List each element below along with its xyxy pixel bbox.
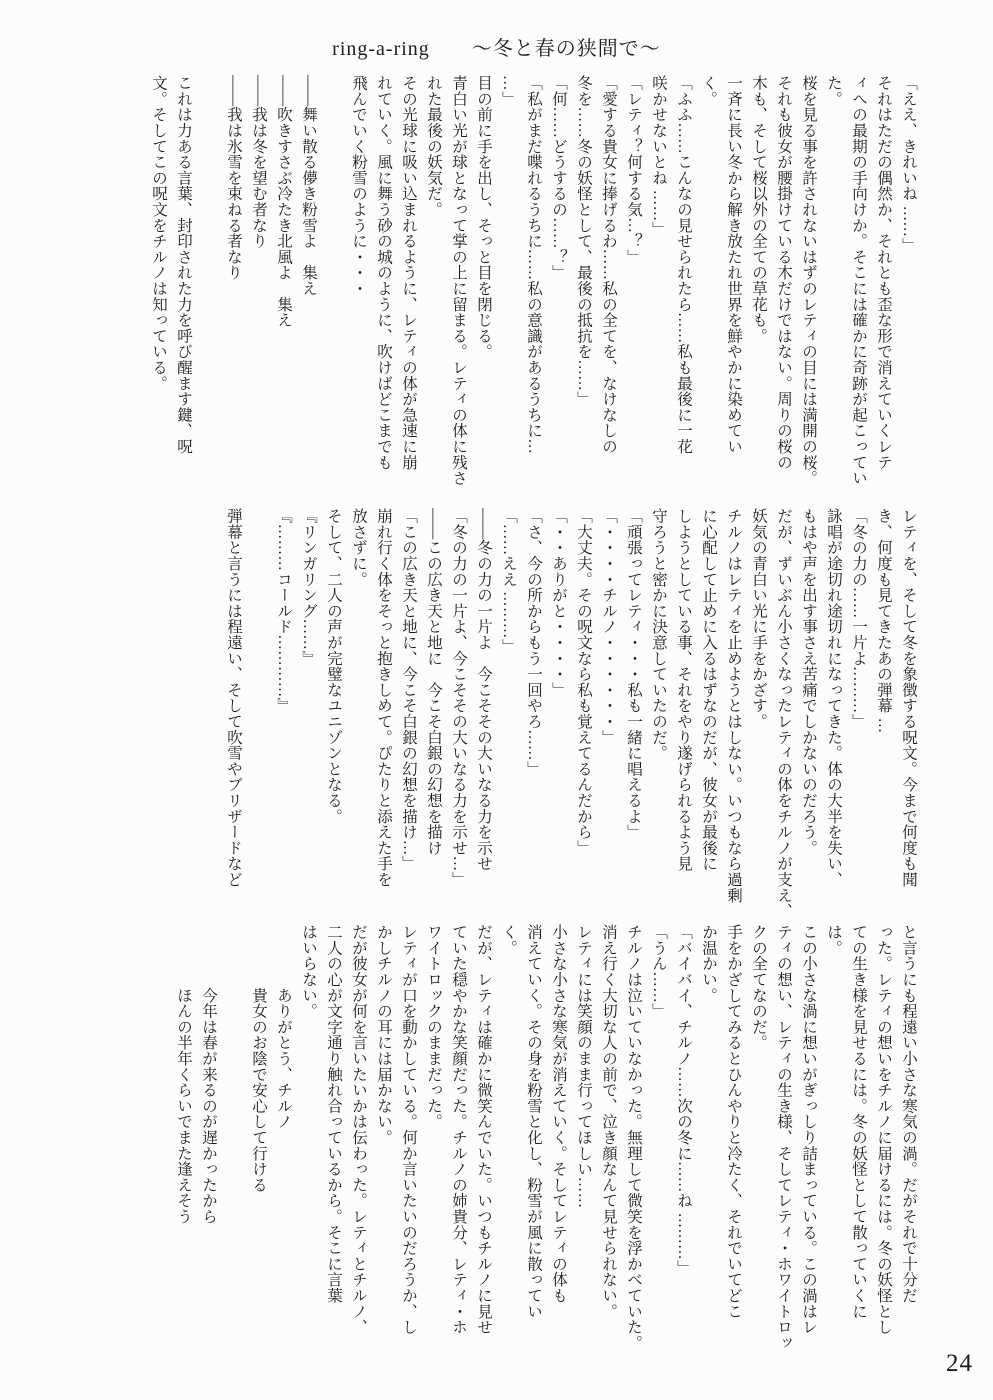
text-band-1 bbox=[71, 75, 921, 495]
text-line: 「ふふ……こんなの見せられたら……私も最後に一花 bbox=[675, 75, 692, 455]
text-line: 青白い光が球となって掌の上に留まる。レティの体に残さ bbox=[450, 75, 467, 486]
text-line: 詠唱が途切れ途切れになってきた。体の大半を失い、 bbox=[825, 508, 842, 888]
text-line: 「バイバイ、チルノ……次の冬に……ね ………」 bbox=[675, 924, 692, 1276]
text-line: た。 bbox=[825, 75, 842, 107]
text-line: ――舞い散る儚き粉雪よ 集え bbox=[300, 75, 317, 297]
text-line: 「大丈夫。その呪文なら私も覚えてるんだから」 bbox=[575, 508, 592, 856]
text-line: 「この広き天と地に、今こそ白銀の幻想を描け…」 bbox=[400, 508, 417, 872]
text-line: ティの想い、レティの生き様、そしてレティ・ホワイトロッ bbox=[775, 924, 792, 1351]
text-line: 『リンガリング……』 bbox=[300, 508, 317, 666]
text-line bbox=[321, 75, 346, 495]
text-line: 妖気の青白い光に手をかざす。 bbox=[750, 508, 767, 730]
text-line: これは力ある言葉、封印された力を呼び醒ます鍵、呪 bbox=[175, 75, 192, 455]
text-line: 「・・ありがと・・・・」 bbox=[550, 508, 567, 698]
text-line: 「うん……」 bbox=[650, 924, 667, 1019]
text-line: 放さずに。 bbox=[350, 508, 367, 587]
text-line: と言うにも程遠い小さな寒気の渦。だがそれで十分だ bbox=[900, 924, 917, 1304]
text-line: だが、レティは確かに微笑んでいた。いつもチルノに見せ bbox=[475, 924, 492, 1335]
text-line: く。 bbox=[500, 924, 517, 956]
text-line: れていく。風に舞う砂の城のように、吹けばどこまでも bbox=[375, 75, 392, 470]
text-line: そして、二人の声が完璧なユニゾンとなる。 bbox=[325, 508, 342, 824]
text-line: 飛んでいく粉雪のように・・・ bbox=[350, 75, 367, 297]
text-line: だが、ずいぶん小さくなったレティの体をチルノが支え、 bbox=[775, 508, 792, 919]
text-line bbox=[221, 924, 246, 1352]
text-line: 桜を見る事を許されないはずのレティの目には満開の桜。 bbox=[800, 75, 817, 486]
text-line: 「冬の力の一片よ、今こそその大いなる力を示せ…」 bbox=[450, 508, 467, 888]
text-line: …」 bbox=[500, 75, 517, 107]
text-line: 目の前に手を出し、そっと目を閉じる。 bbox=[475, 75, 492, 360]
text-line: 弾幕と言うには程遠い、そして吹雪やブリザードなど bbox=[225, 508, 242, 888]
text-line: それはただの偶然か、それとも歪な形で消えていくレテ bbox=[875, 75, 892, 470]
text-line: クの全てなのだ。 bbox=[750, 924, 767, 1051]
text-line: 「……ええ ………」 bbox=[500, 508, 517, 655]
text-line: はいらない。 bbox=[300, 924, 317, 1019]
page-number: 24 bbox=[946, 1350, 973, 1377]
text-line: ありがとう、チルノ bbox=[275, 924, 292, 1130]
text-line bbox=[196, 75, 221, 495]
text-line: 守ろうと密かに決意していたのだ。 bbox=[650, 508, 667, 761]
text-line: その光球に吸い込まれるように、レティの体が急速に崩 bbox=[400, 75, 417, 470]
text-line: レティが口を動かしている。何か言いたいのだろうか、し bbox=[400, 924, 417, 1335]
text-line: 崩れ行く体をそっと抱きしめて。ぴたりと添えた手を bbox=[375, 508, 392, 888]
text-area bbox=[71, 75, 921, 1352]
text-line: 消え行く大切な人の前で、泣き顔なんて見せられない。 bbox=[600, 924, 617, 1319]
text-line: き、何度も見てきたあの弾幕 … bbox=[875, 508, 892, 734]
text-line: ワイトロックのままだった。 bbox=[425, 924, 442, 1130]
text-band-3 bbox=[71, 924, 921, 1352]
text-line: 「何……どうするの……？」 bbox=[550, 75, 567, 281]
text-line: 「私がまだ喋れるうちに……私の意識があるうちに… bbox=[525, 75, 542, 455]
text-line: ――吹きすさぶ冷たき北風よ 集え bbox=[275, 75, 292, 328]
text-line: に心配して止めに入るはずなのだが、彼女が最後に bbox=[700, 508, 717, 872]
text-line: 「冬の力の……一片よ………」 bbox=[850, 508, 867, 730]
text-line: 「さ、今の所からもう一回やろ……」 bbox=[525, 508, 542, 777]
text-line: チルノはレティを止めようとはしない。いつもなら過剰 bbox=[725, 508, 742, 903]
text-line: ――我は氷雪を束ねる者なり bbox=[225, 75, 242, 281]
text-line: 冬を……冬の妖怪として、最後の抵抗を……」 bbox=[575, 75, 592, 407]
text-line: 小さな小さな寒気が消えていく。そしてレティの体も bbox=[550, 924, 567, 1304]
text-line: れた最後の妖気だ。 bbox=[425, 75, 442, 218]
text-band-2 bbox=[71, 508, 921, 919]
text-line: 「・・・・チルノ・・・・・・」 bbox=[600, 508, 617, 745]
text-line: 「頑張ってレティ・・・私も一緒に唱えるよ」 bbox=[625, 508, 642, 840]
text-line: ――冬の力の一片よ 今こそその大いなる力を示せ bbox=[475, 508, 492, 872]
text-line: ――我は冬を望む者なり bbox=[250, 75, 267, 249]
text-line: レティには笑顔のまま行ってほしい…… bbox=[575, 924, 592, 1209]
text-line bbox=[246, 508, 271, 910]
text-line: は。 bbox=[825, 924, 842, 956]
text-line: ていた穏やかな笑顔だった。チルノの姉貴分、レティ・ホ bbox=[450, 924, 467, 1335]
text-line: ――この広き天と地に 今こそ白銀の幻想を描け bbox=[425, 508, 442, 856]
text-line: それも彼女が腰掛けている木だけではない。周りの桜の bbox=[775, 75, 792, 470]
text-line: 『………コールド…………』 bbox=[275, 508, 292, 714]
text-line: チルノは泣いていなかった。無理して微笑を浮かべていた。 bbox=[625, 924, 642, 1351]
text-line: った。レティの想いをチルノに届けるには。冬の妖怪とし bbox=[875, 924, 892, 1335]
text-line: 木も、そして桜以外の全ての草花も。 bbox=[750, 75, 767, 344]
text-line: 手をかざしてみるとひんやりと冷たく、それでいてどこ bbox=[725, 924, 742, 1319]
text-line: く。 bbox=[700, 75, 717, 107]
text-line: しようとしている事、それをやり遂げられるよう見 bbox=[675, 508, 692, 872]
text-line: もはや声を出す事さえ苦痛でしかないのだろう。 bbox=[800, 508, 817, 856]
text-line: 消えていく。その身を粉雪と化し、粉雪が風に散ってい bbox=[525, 924, 542, 1319]
text-line: 二人の心が文字通り触れ合っているから。そこに言葉 bbox=[325, 924, 342, 1304]
text-line: だが彼女が何を言いたいかは伝わった。レティとチルノ、 bbox=[350, 924, 367, 1335]
text-line: 一斉に長い冬から解き放たれ世界を鮮やかに染めてい bbox=[725, 75, 742, 455]
text-line: この小さな渦に想いがぎっしり詰まっている。この渦はレ bbox=[800, 924, 817, 1335]
text-line: 文。そしてこの呪文をチルノは知っている。 bbox=[150, 75, 167, 391]
text-line: ィへの最期の手向けか。そこには確かに奇跡が起こってい bbox=[850, 75, 867, 486]
page-header-title: ring-a-ring ～冬と春の狭間で～ bbox=[332, 38, 661, 60]
text-line: 「愛する貴女に捧げるわ……私の全てを、なけなしの bbox=[600, 75, 617, 455]
text-line: 貴女のお陰で安心して行ける bbox=[250, 924, 267, 1193]
text-line: 咲かせないとね ……」 bbox=[650, 75, 667, 238]
text-line: か温かい。 bbox=[700, 924, 717, 1003]
text-line: ほんの半年くらいでまた逢えそう bbox=[175, 924, 192, 1225]
text-line: レティを、そして冬を象徴する呪文。今まで何度も聞 bbox=[900, 508, 917, 888]
text-line: かしチルノの耳には届かない。 bbox=[375, 924, 392, 1146]
text-line: 「ええ、きれいね ……」 bbox=[900, 75, 917, 253]
text-line: 今年は春が来るのが遅かったから bbox=[200, 924, 217, 1225]
text-line: 「レティ？何する気…？」 bbox=[625, 75, 642, 265]
text-line: ての生き様を見せるには。冬の妖怪として散っていくに bbox=[850, 924, 867, 1319]
